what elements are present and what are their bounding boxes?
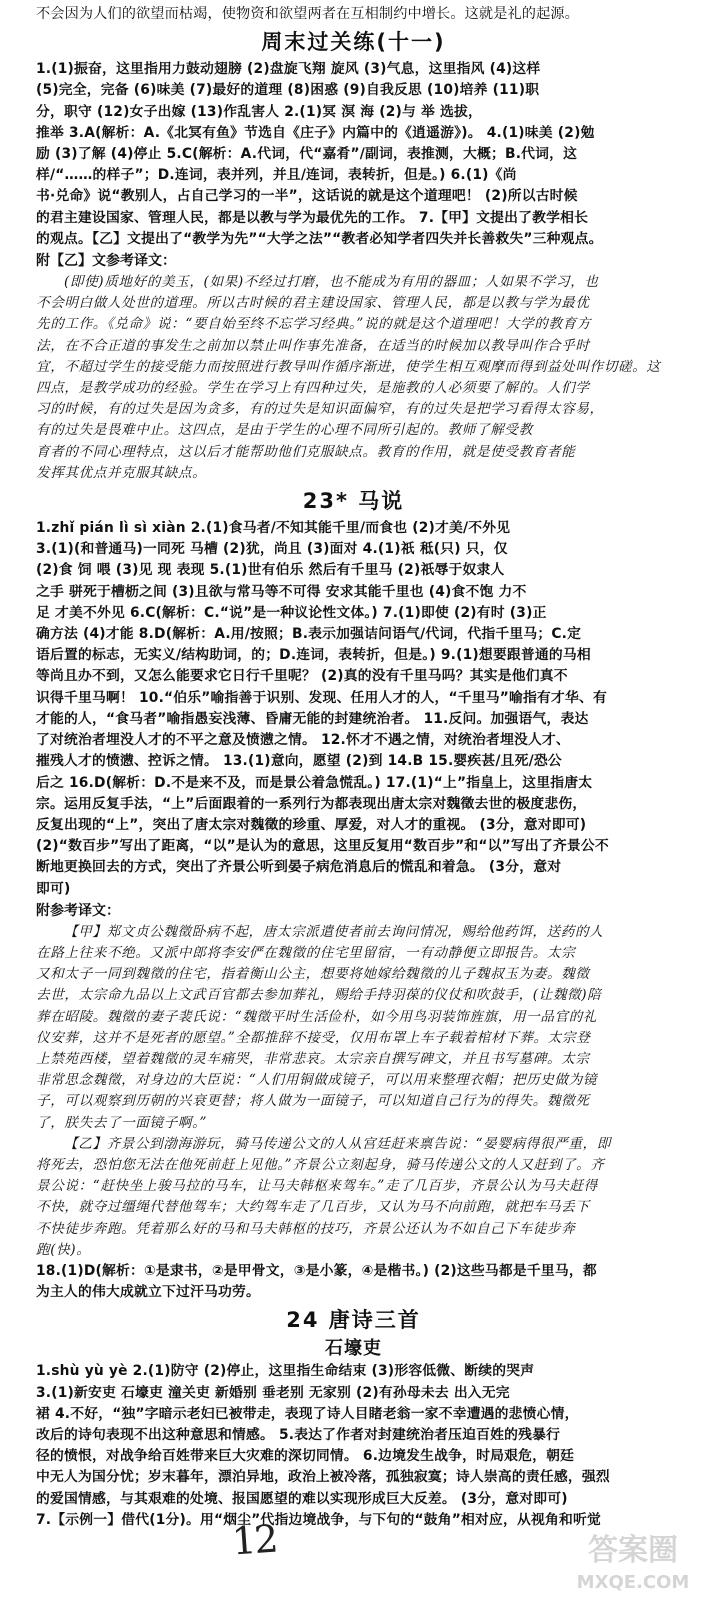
answer-line: 了对统治者埋没人才的不平之意及愤懑之情。 12.怀才不遇之情，对统治者埋没人才、 — [36, 732, 570, 749]
translation-line: 习的时候，有的过失是因为贪多，有的过失是知识面偏窄，有的过失是把学习看得太容易， — [36, 401, 604, 418]
translation-line: 不快徒步奔跑。凭着那么好的马和马夫韩枢的技巧，齐景公还认为不如自己下车徒步奔 — [36, 1220, 576, 1237]
translation-line: 不快，就夺过缰绳代替他驾车；大约驾车走了几百步，又认为马不向前跑，就把车马丢下 — [36, 1199, 590, 1216]
answer-line: 1.(1)振奋，这里指用力鼓动翅膀 (2)盘旋飞翔 旋风 (3)气息，这里指风 (4)这样 — [36, 61, 541, 78]
translation-line: 不会明白做人处世的道理。所以古时候的君主建设国家、管理人民，都是以教与学为最优 — [36, 295, 590, 312]
watermark-logo-icon — [563, 1522, 703, 1596]
translation-line: 跑(快)。 — [36, 1241, 91, 1258]
translation-line: 发挥其优点并克服其缺点。 — [36, 464, 207, 481]
handwritten-page-number: 12 — [230, 1516, 278, 1564]
translation-line: 【甲】郑文贞公魏徵卧病不起，唐太宗派遣使者前去询问情况，赐给他药饵，送药的人 — [64, 923, 604, 940]
answer-line: 3.(1)新安吏 石壕吏 潼关吏 新婚别 垂老别 无家别 (2)有孙母未去 出入无完 — [36, 1384, 510, 1401]
translation-line: 法，在不合正道的事发生之前加以禁止叫作事先准备，在适当的时候加以教导叫作合乎时 — [36, 337, 590, 354]
answer-line: 即可) — [36, 880, 71, 897]
section3-answers — [36, 1361, 671, 1531]
answer-line: 的君主建设国家、管理人民，都是以教与学为最优先的工作。 7.【甲】文提出了教学相长 — [36, 209, 589, 226]
answer-line: 1.shù yù yè 2.(1)防守 (2)停止，这里指生命结束 (3)形容低微、断续的哭声 — [36, 1363, 535, 1380]
translation-line: 【乙】齐景公到渤海游玩，骑马传递公文的人从宫廷赶来禀告说：“晏婴病得很严重，即 — [64, 1135, 611, 1152]
translation-line: 又和太子一同到魏徵的住宅，指着衡山公主，想要将她嫁给魏徵的儿子魏叔玉为妻。魏徵 — [36, 966, 590, 983]
answer-line: 书·兑命》说“教别人，占自己学习的一半”，这话说的就是这个道理吧！ (2)所以古时候 — [36, 188, 578, 205]
translation-line: 先的工作。《兑命》说：“要自始至终不忘学习经典。”说的就是这个道理吧！大学的教育方 — [36, 316, 592, 333]
translation-line: 葬在昭陵。魏徵的妻子裴氏说：“魏徵平时生活俭朴，如今用鸟羽装饰旌旗，用一品官的礼 — [36, 1008, 598, 1025]
translation-line: 了，朕失去了一面镜子啊。” — [36, 1114, 208, 1131]
translation-line: 四点，是教学成功的经验。学生在学习上有四种过失，是施教的人必须要了解的。人们学 — [36, 380, 590, 397]
answer-line: 足 才美不外见 6.C(解析：C.“说”是一种议论性文体。) 7.(1)即使 (2)有时 (3)正 — [36, 604, 547, 621]
section-title-weekend-practice: 周末过关练(十一) — [261, 30, 446, 55]
section2-translation — [36, 922, 671, 1261]
answer-line: 为主人的伟大成就立下过汗马功劳。 — [36, 1284, 260, 1301]
translation-line: 育者的不同心理特点，这以后才能帮助他们克服缺点。教育的作用，就是使受教育者能 — [36, 443, 576, 460]
section2-answers — [36, 518, 671, 900]
answer-line: 之手 骈死于槽枥之间 (3)且欲与常马等不可得 安求其能千里也 (4)食不饱 力不 — [36, 583, 527, 600]
watermark-text: 答案圈 — [588, 1533, 678, 1568]
translation-line: 景公说：“赶快坐上骏马拉的马车，让马夫韩枢来驾车。”走了几百步，齐景公认为马夫赶得 — [36, 1178, 598, 1195]
section1-translation — [36, 272, 671, 484]
answer-line: 1.zhǐ pián lì sì xiàn 2.(1)食马者/不知其能千里/而食也 (2)才美/不外见 — [36, 520, 511, 537]
answer-line: 断地更换回去的方式，突出了齐景公听到晏子病危消息后的慌乱和着急。 (3分，意对 — [36, 859, 562, 876]
answer-line: 径的愤恨，对战争给百姓带来巨大灾难的深切同情。 6.边境发生战争，时局艰危，朝廷 — [36, 1448, 575, 1465]
answer-line: (2)食 饲 喂 (3)见 现 表现 5.(1)世有伯乐 然后有千里马 (2)祇辱于奴隶人 — [36, 562, 505, 579]
answer-line: 分，职守 (12)女子出嫁 (13)作乱害人 2.(1)冥 溟 海 (2)与 举 选拔， — [36, 103, 483, 120]
answer-line: 摧残人才的愤懑、控诉之情。 13.(1)意向，愿望 (2)到 14.B 15.婴疾甚/且死/恐公 — [36, 753, 562, 770]
translation-heading: 附【乙】文参考译文： — [36, 253, 176, 270]
answer-line: 推举 3.A(解析：A.《北冥有鱼》节选自《庄子》内篇中的《逍遥游》)。 4.(1)味美 (2)勉 — [36, 124, 595, 141]
translation-line: 有的过失是畏难中止。这四点，是由于学生的心理不同所引起的。教师了解受教 — [36, 422, 533, 439]
answer-line: (2)“数百步”写出了距离，“以”是认为的意思，这里反复用“数百步”和“以”写出了齐景公不 — [36, 838, 609, 855]
answer-line: 的爱国情感，与其艰难的处境、报国愿望的难以实现形成巨大反差。 (3分，意对即可) — [36, 1490, 568, 1507]
answer-line: 后之 16.D(解析：D.不是来不及，而是景公着急慌乱。) 17.(1)“上”指皇上，这里指唐太 — [36, 774, 593, 791]
translation-line: 仪安葬，这并不是死者的愿望。”全都推辞不接受，仅用布罩上车子载着棺材下葬。太宗登 — [36, 1029, 591, 1046]
answer-line: 改后的诗句表现不出这种意思和情感。 5.表达了作者对封建统治者压迫百姓的残暴行 — [36, 1426, 561, 1443]
answer-line: 等尚且办不到，又怎么能要求它日行千里呢？ (2)真的没有千里马吗？其实是他们真不 — [36, 668, 568, 685]
answer-line: 3.(1)(和普通马)一同死 马槽 (2)犹，尚且 (3)面对 4.(1)祇 秪(只) 只，仅 — [36, 541, 508, 558]
translation-line: 上禁苑西楼，望着魏徵的灵车痛哭，非常悲哀。太宗亲自撰写碑文，并且书写墓碑。太宗 — [36, 1050, 590, 1067]
answer-line: (5)完全，完备 (6)味美 (7)最好的道理 (8)困惑 (9)自我反思 (10)培养 (11)职 — [36, 82, 540, 99]
translation-heading: 附参考译文： — [36, 902, 120, 919]
answer-line: 识得千里马啊！ 10.“伯乐”喻指善于识别、发现、任用人才的人，“千里马”喻指有才华、有 — [36, 689, 608, 706]
answer-line: 才能的人，“食马者”喻指愚妄浅薄、昏庸无能的封建统治者。 11.反问。加强语气，表达 — [36, 710, 589, 727]
translation-line: 子，可以观察到历朝的兴衰更替；将人做为一面镜子，可以知道自己行为的得失。魏徵死 — [36, 1093, 590, 1110]
answer-line: 反复出现的“上”，突出了唐太宗对魏徵的珍重、厚爱，对人才的重视。 (3分，意对即可) — [36, 816, 587, 833]
section1-answers — [36, 59, 671, 250]
translation-line: 在路上往来不绝。又派中郎将李安俨在魏徵的住宅里留宿，一有动静便立即报告。太宗 — [36, 944, 576, 961]
answer-line: 宗。运用反复手法，“上”后面跟着的一系列行为都表现出唐太宗对魏徵去世的极度悲伤， — [36, 795, 587, 812]
subtitle-shihao-li: 石壕吏 — [325, 1338, 382, 1360]
watermark-url: MXQE.COM — [576, 1572, 690, 1593]
answer-line: 励 (3)了解 (4)停止 5.C(解析：A.代词，代“嘉肴”/副词，表推测，大概；B.代词，这 — [36, 146, 578, 163]
section-title-ma-shuo: 23* 马说 — [302, 489, 405, 514]
translation-line: (即使)质地好的美玉，(如果)不经过打磨，也不能成为有用的器皿；人如果不学习，也 — [64, 274, 599, 291]
section2-post-answers — [36, 1261, 671, 1303]
translation-line: 将死去，恐怕您无法在他死前赶上见他。”齐景公立刻起身，骑马传递公文的人又赶到了。齐 — [36, 1156, 605, 1173]
answer-line: 的观点。【乙】文提出了“教学为先”“大学之法”“教者必知学者四失并长善救失”三种观点。 — [36, 230, 603, 247]
section-title-tang-poems: 24 唐诗三首 — [286, 1308, 421, 1333]
translation-line: 去世，太宗命九品以上文武百官都去参加葬礼，赐给手持羽葆的仪仗和吹鼓手，(让魏徵)陪 — [36, 987, 602, 1004]
top-line: 不会因为人们的欲望而枯竭，使物资和欲望两者在互相制约中增长。这就是礼的起源。 — [36, 6, 579, 22]
answer-line: 裙 4.不好，“独”字暗示老妇已被带走，表现了诗人目睹老翁一家不幸遭遇的悲愤心情， — [36, 1405, 579, 1422]
answer-line: 样/“……的样子”；D.连词，表并列，并且/连词，表转折，但是。) 6.(1)《尚 — [36, 167, 517, 184]
translation-line: 宜，不超过学生的接受能力而按照进行教导叫作循序渐进，使学生相互观摩而得到益处叫作切磋。这 — [36, 358, 661, 375]
answer-line: 中无人为国分忧；岁末暮年，漂泊异地，政治上被冷落，孤独寂寞；诗人崇高的责任感，强烈 — [36, 1469, 610, 1486]
answer-line: 确方法 (4)才能 8.D(解析：A.用/按照；B.表示加强诘问语气/代词，代指千里马；C.定 — [36, 626, 582, 643]
answer-line: 7.【示例一】借代(1分)。用“烟尘”代指边境战争，与下句的“鼓角”相对应，从视角和听觉 — [36, 1511, 602, 1528]
answer-line: 18.(1)D(解析：①是隶书，②是甲骨文，③是小篆，④是楷书。) (2)这些马都是千里马，都 — [36, 1262, 597, 1279]
translation-line: 非常思念魏徵，对身边的大臣说：“人们用铜做成镜子，可以用来整理衣帽；把历史做为镜 — [36, 1072, 598, 1089]
answer-line: 语后置的标志，无实义/结构助词，的；D.连词，表转折，但是。) 9.(1)想要跟普通的马相 — [36, 647, 591, 664]
